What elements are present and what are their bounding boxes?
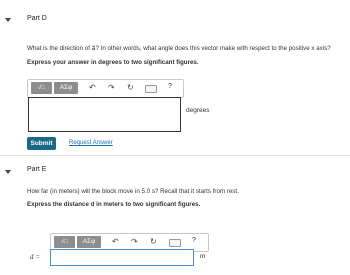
request-answer-link[interactable]: Request Answer: [69, 140, 113, 146]
part-e-question: How far (in meters) will the block move in 5.0 s? Recall that it starts from rest.: [27, 188, 239, 195]
fraction-radical-button[interactable]: √□: [31, 82, 52, 94]
help-icon[interactable]: ?: [168, 83, 172, 90]
submit-button[interactable]: Submit: [27, 137, 56, 150]
section-divider: [0, 155, 350, 156]
reset-icon[interactable]: ↻: [127, 83, 134, 92]
collapse-triangle-icon[interactable]: [5, 170, 11, 174]
reset-icon[interactable]: ↻: [150, 237, 157, 246]
redo-icon[interactable]: ↷: [108, 83, 115, 92]
undo-icon[interactable]: ↶: [112, 237, 119, 246]
fraction-radical-button[interactable]: √□: [54, 236, 75, 248]
help-icon[interactable]: ?: [192, 237, 196, 244]
part-e-title[interactable]: Part E: [27, 166, 47, 173]
part-d-math-toolbar: [27, 79, 184, 98]
keyboard-icon[interactable]: [145, 85, 157, 93]
undo-icon[interactable]: ↶: [89, 83, 96, 92]
collapse-triangle-icon[interactable]: [5, 18, 11, 22]
part-d-answer-input[interactable]: [28, 97, 181, 132]
part-d-unit: degrees: [186, 107, 210, 114]
part-e-variable-label: d =: [30, 253, 40, 261]
part-e-answer-input[interactable]: [50, 249, 194, 266]
part-d-instruction: Express your answer in degrees to two significant figures.: [27, 59, 199, 66]
part-e-instruction: Express the distance d in meters to two significant figures.: [27, 201, 201, 208]
part-d-title[interactable]: Part D: [27, 15, 47, 22]
greek-symbols-button[interactable]: ΑΣφ: [54, 82, 78, 94]
redo-icon[interactable]: ↷: [131, 237, 138, 246]
part-d-question: What is the direction of a⃗? In other words, what angle does this vector make with respect to the positive x axis?: [27, 45, 331, 52]
greek-symbols-button[interactable]: ΑΣφ: [77, 236, 101, 248]
part-e-unit: m: [200, 253, 206, 260]
keyboard-icon[interactable]: [169, 239, 181, 247]
